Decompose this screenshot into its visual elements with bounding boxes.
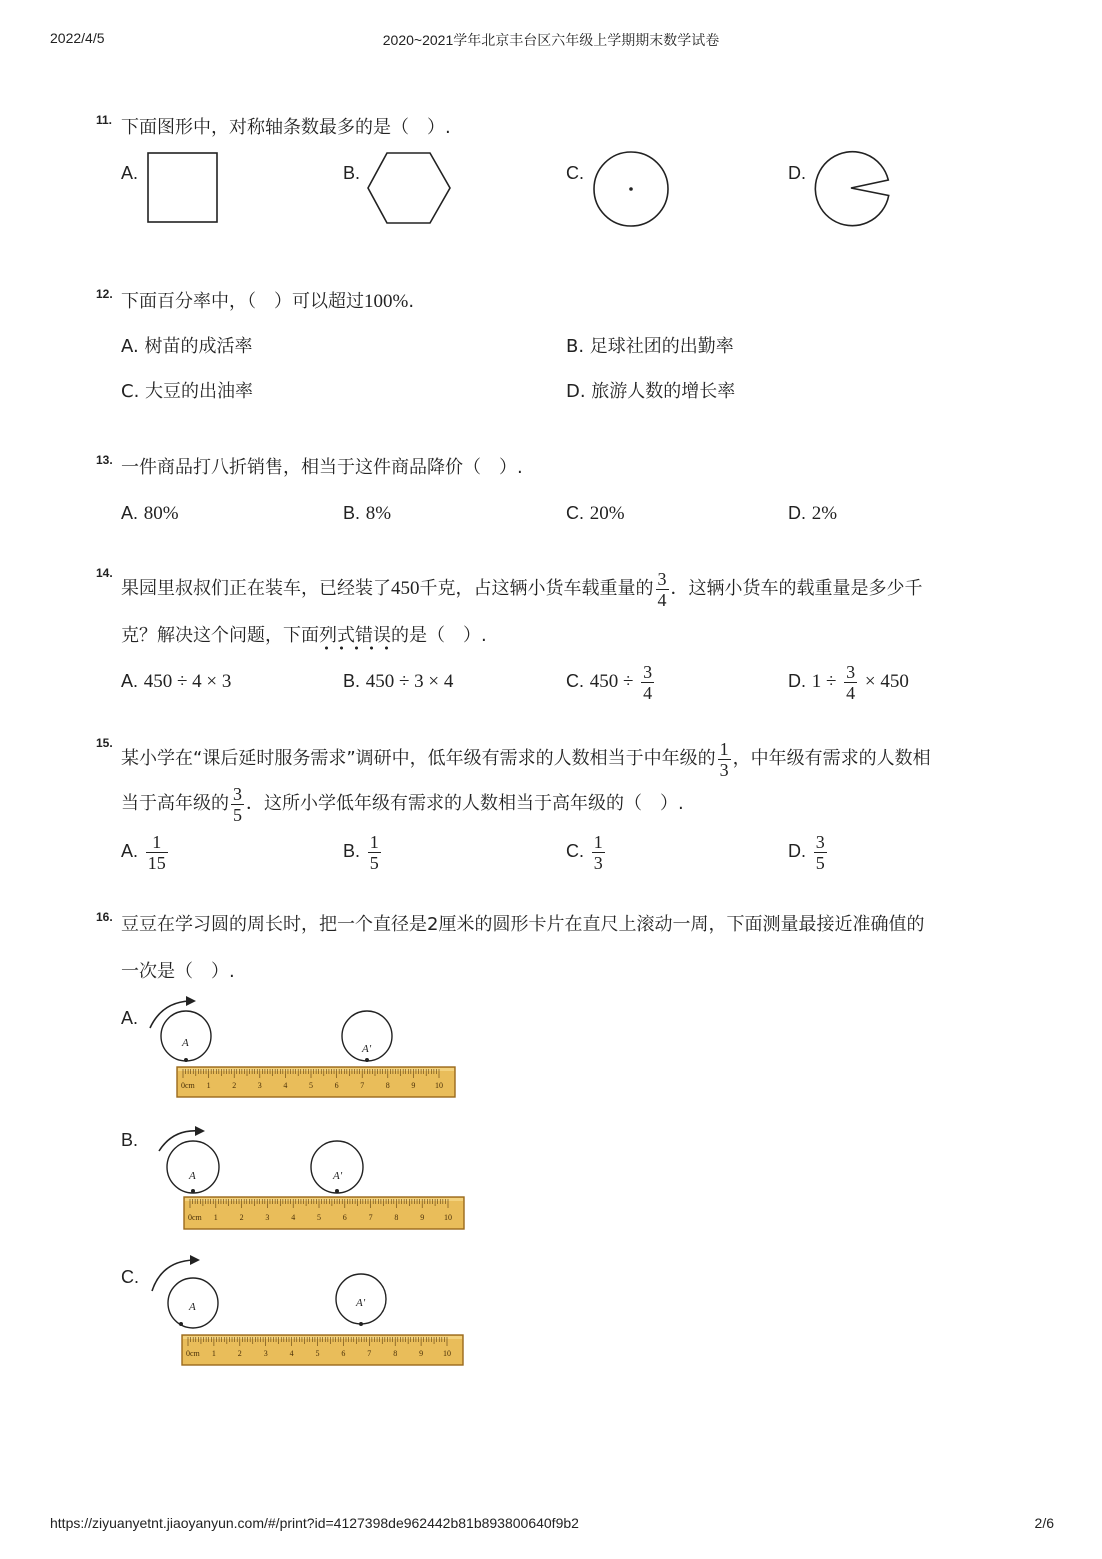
question-number: 14. [96, 566, 113, 580]
question-stem: 一件商品打八折销售，相当于这件商品降价（ ）. [121, 457, 523, 478]
question-stem-line1: 果园里叔叔们正在装车，已经装了450千克，占这辆小货车载重量的 $\frac{3}{4}$ ．这辆小货车的载重量是多少千 [121, 568, 923, 610]
option-b-label: B. [121, 1130, 139, 1150]
rolling-circle-figure-a [144, 996, 464, 1102]
ruler-tick-label: 3 [263, 1349, 268, 1358]
ruler [182, 1335, 463, 1365]
question-stem-line1: 豆豆在学习圆的周长时，把一个直径是2厘米的圆形卡片在直尺上滚动一周，下面测量最接近准确值的 [121, 914, 925, 935]
option-c: C. 大豆的出油率 [121, 381, 254, 402]
option-a: A. 450 ÷ 4 × 3 [121, 671, 232, 692]
option-a-label: A. [121, 163, 139, 183]
ruler-tick-label: 9 [411, 1081, 416, 1090]
emphasis-dots: 列式错误 [319, 625, 391, 651]
option-d: D. $\frac{3}{5}$ [788, 831, 825, 873]
question-11 [96, 113, 1016, 243]
ruler-tick-label: 2 [232, 1081, 237, 1090]
ruler-tick-label: 4 [289, 1349, 294, 1358]
point-a-label: A [189, 1170, 196, 1182]
rolling-circle-figure-c [148, 1255, 468, 1367]
ruler-tick-label: 6 [334, 1081, 339, 1090]
ruler-tick-label: 10 [443, 1349, 451, 1358]
ruler-tick-label: 1 [206, 1081, 211, 1090]
option-b: B. 450 ÷ 3 × 4 [343, 671, 454, 692]
question-stem: 下面图形中，对称轴条数最多的是（ ）. [121, 117, 451, 138]
question-stem-line2: 克？解决这个问题，下面列式错误的是（ ）. [121, 621, 487, 651]
option-a: A. 树苗的成活率 [121, 336, 253, 357]
ruler-tick-label: 5 [315, 1349, 320, 1358]
ruler-tick-label: 7 [368, 1213, 373, 1222]
question-16 [96, 910, 1016, 1380]
point-a-label: A [189, 1301, 196, 1313]
ruler-tick-label: 0cm [181, 1081, 195, 1090]
ruler [184, 1197, 464, 1229]
option-a: A. $\frac{1}{15}$ [121, 831, 166, 873]
question-14 [96, 566, 1016, 706]
ruler-tick-label: 3 [257, 1081, 262, 1090]
question-number: 12. [96, 287, 113, 301]
option-b: B. $\frac{1}{5}$ [343, 831, 379, 873]
ruler-tick-label: 6 [341, 1349, 346, 1358]
question-13 [96, 453, 1016, 533]
question-12 [96, 287, 1016, 412]
ruler-tick-label: 7 [367, 1349, 372, 1358]
footer-url: https://ziyuanyetnt.jiaoyanyun.com/#/print?id=4127398de962442b81b893800640f9b2 [50, 1515, 579, 1531]
hexagon-icon [366, 151, 452, 225]
question-15 [96, 736, 1016, 881]
point-a-prime-label: A′ [356, 1297, 366, 1309]
question-number: 16. [96, 910, 113, 924]
option-d-label: D. [788, 163, 806, 183]
header-title: 2020~2021学年北京丰台区六年级上学期期末数学试卷 [382, 32, 720, 48]
ruler-tick-label: 8 [394, 1213, 399, 1222]
ruler-tick-label: 7 [360, 1081, 365, 1090]
ruler-tick-label: 2 [239, 1213, 244, 1222]
question-number: 11. [96, 113, 113, 127]
question-stem-line2: 一次是（ ）. [121, 961, 235, 982]
point-a-label: A [182, 1037, 189, 1049]
option-c-label: C. [566, 163, 584, 183]
option-a: A. 80% [121, 503, 179, 524]
ruler-tick-label: 10 [444, 1213, 452, 1222]
question-stem-line1: 某小学在“课后延时服务需求”调研中，低年级有需求的人数相当于中年级的 $\frac{1}{3}$ ，中年级有需求的人数相 [121, 738, 931, 780]
option-c: C. 450 ÷ $\frac{3}{4}$ [566, 661, 653, 703]
ruler-tick-label: 2 [237, 1349, 242, 1358]
ruler-tick-label: 9 [420, 1213, 425, 1222]
ruler-tick-label: 5 [317, 1213, 321, 1222]
point-a-prime-label: A′ [362, 1043, 372, 1055]
stem-text: 下面百分率中，（ ）可以超过 [121, 291, 364, 312]
circle-icon [592, 150, 672, 230]
ruler-tick-label: 10 [435, 1081, 443, 1090]
header-date: 2022/4/5 [50, 30, 105, 46]
stem-end: . [408, 291, 415, 312]
footer-page-number: 2/6 [1034, 1515, 1054, 1531]
option-b: B. 足球社团的出勤率 [566, 336, 734, 357]
rolling-circle-figure-b [151, 1125, 471, 1237]
option-d: D. 旅游人数的增长率 [566, 381, 736, 402]
option-c-label: C. [121, 1267, 139, 1287]
question-number: 13. [96, 453, 113, 467]
option-b-label: B. [343, 163, 361, 183]
option-d: D. 2% [788, 503, 838, 524]
ruler-tick-label: 0cm [186, 1349, 200, 1358]
question-number: 15. [96, 736, 113, 750]
option-a-label: A. [121, 1008, 139, 1028]
question-stem [121, 287, 414, 317]
ruler-tick-label: 0cm [188, 1213, 202, 1222]
option-b: B. 8% [343, 503, 392, 524]
ruler-tick-label: 5 [309, 1081, 313, 1090]
ruler-tick-label: 4 [283, 1081, 288, 1090]
ruler-tick-label: 1 [211, 1349, 216, 1358]
option-c: C. 20% [566, 503, 625, 524]
ruler [177, 1067, 455, 1097]
ruler-tick-label: 9 [419, 1349, 424, 1358]
square-icon [146, 151, 220, 225]
ruler-tick-label: 1 [213, 1213, 218, 1222]
point-a-prime-label: A′ [333, 1170, 343, 1182]
fraction: $\frac{3}{4}$ [657, 568, 667, 610]
pacman-circle-icon [814, 150, 894, 230]
ruler-tick-label: 4 [291, 1213, 296, 1222]
ruler-tick-label: 6 [342, 1213, 347, 1222]
ruler-tick-label: 8 [385, 1081, 390, 1090]
option-d: D. 1 ÷ $\frac{3}{4}$ × 450 [788, 661, 909, 703]
ruler-tick-label: 8 [393, 1349, 398, 1358]
ruler-tick-label: 3 [265, 1213, 270, 1222]
option-c: C. $\frac{1}{3}$ [566, 831, 603, 873]
stem-math: 100% [364, 291, 409, 312]
question-stem-line2: 当于高年级的 $\frac{3}{5}$ ．这所小学低年级有需求的人数相当于高年级的（ ）. [121, 783, 684, 825]
